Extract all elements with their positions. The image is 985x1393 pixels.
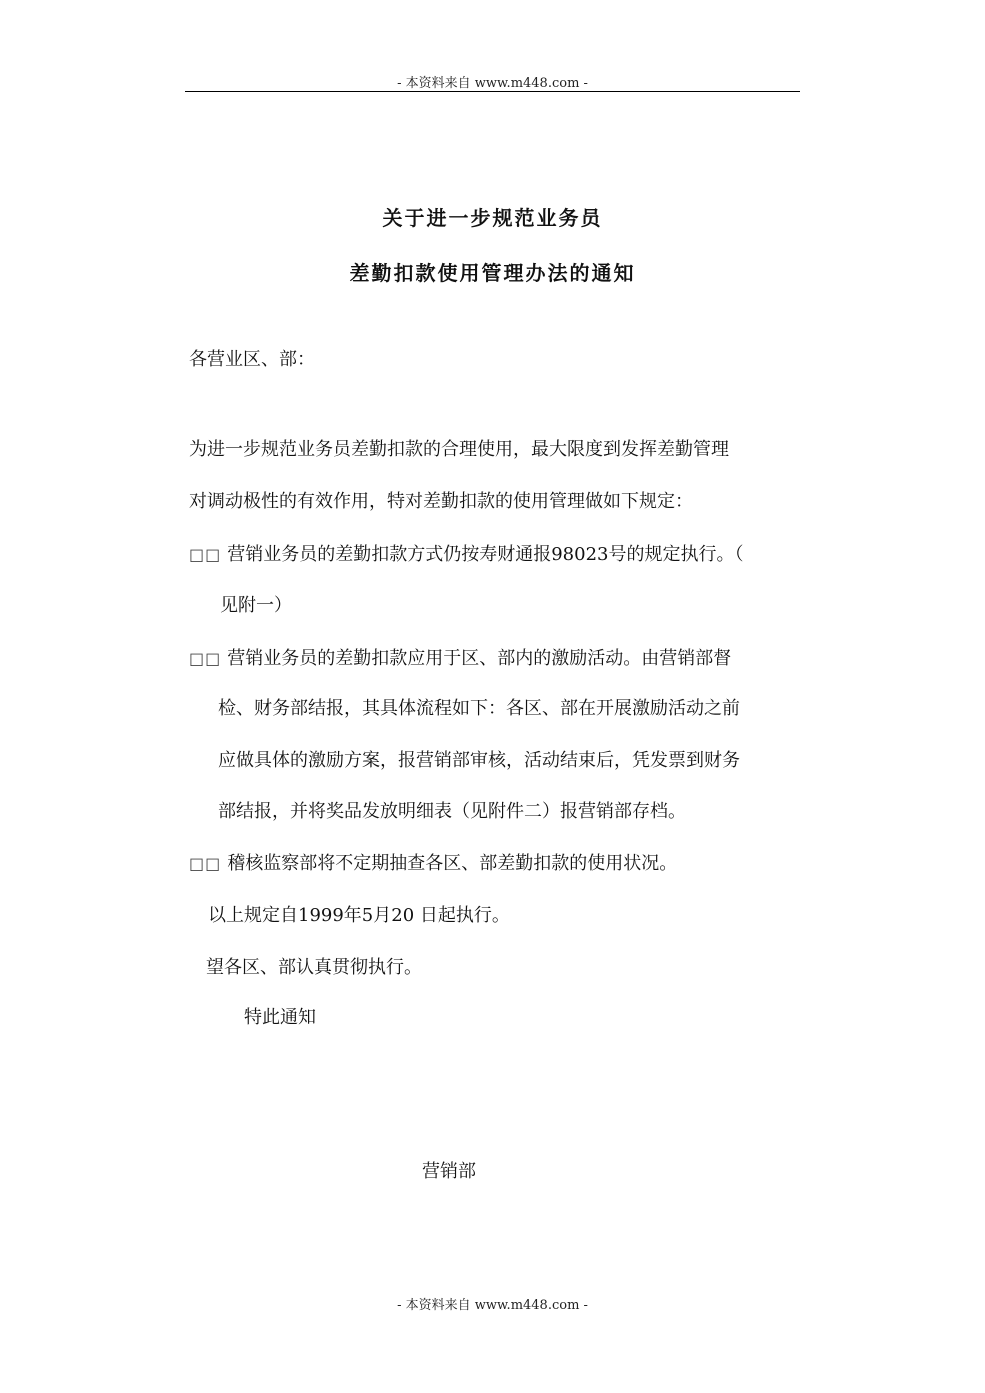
page-footer-source: - 本资料来自 www.m448.com - (397, 1298, 588, 1313)
list-item-2-line-1: □□ 营销业务员的差勤扣款应用于区、部内的激励活动。由营销部督 (189, 648, 732, 669)
notice-line: 特此通知 (244, 1007, 316, 1028)
intro-line-2: 对调动极性的有效作用，特对差勤扣款的使用管理做如下规定： (189, 491, 693, 512)
effective-date-line: 以上规定自1999年5月20 日起执行。 (208, 905, 510, 926)
list-marker: □□ (189, 545, 222, 564)
list-item-2-line-2: 检、财务部结报，其具体流程如下：各区、部在开展激励活动之前 (218, 698, 740, 719)
list-marker: □□ (189, 854, 222, 873)
document-title-line-2: 差勤扣款使用管理办法的通知 (349, 261, 636, 285)
list-marker: □□ (189, 649, 222, 668)
page-header-source: - 本资料来自 www.m448.com - (397, 76, 588, 91)
request-line: 望各区、部认真贯彻执行。 (206, 957, 422, 978)
salutation: 各营业区、部： (189, 349, 315, 370)
list-item-1-line-1: □□ 营销业务员的差勤扣款方式仍按寿财通报98023号的规定执行。（ (189, 544, 744, 565)
list-item-2-line-4: 部结报，并将奖品发放明细表（见附件二）报营销部存档。 (218, 801, 686, 822)
intro-line-1: 为进一步规范业务员差勤扣款的合理使用，最大限度到发挥差勤管理 (189, 439, 729, 460)
list-item-1-line-2: 见附一） (220, 595, 292, 616)
list-item-2-line-3: 应做具体的激励方案，报营销部审核，活动结束后，凭发票到财务 (218, 750, 740, 771)
signature-department: 营销部 (422, 1161, 476, 1182)
document-title-line-1: 关于进一步规范业务员 (382, 206, 603, 230)
header-rule (185, 91, 800, 92)
list-item-3-line-1: □□ 稽核监察部将不定期抽查各区、部差勤扣款的使用状况。 (189, 853, 678, 874)
